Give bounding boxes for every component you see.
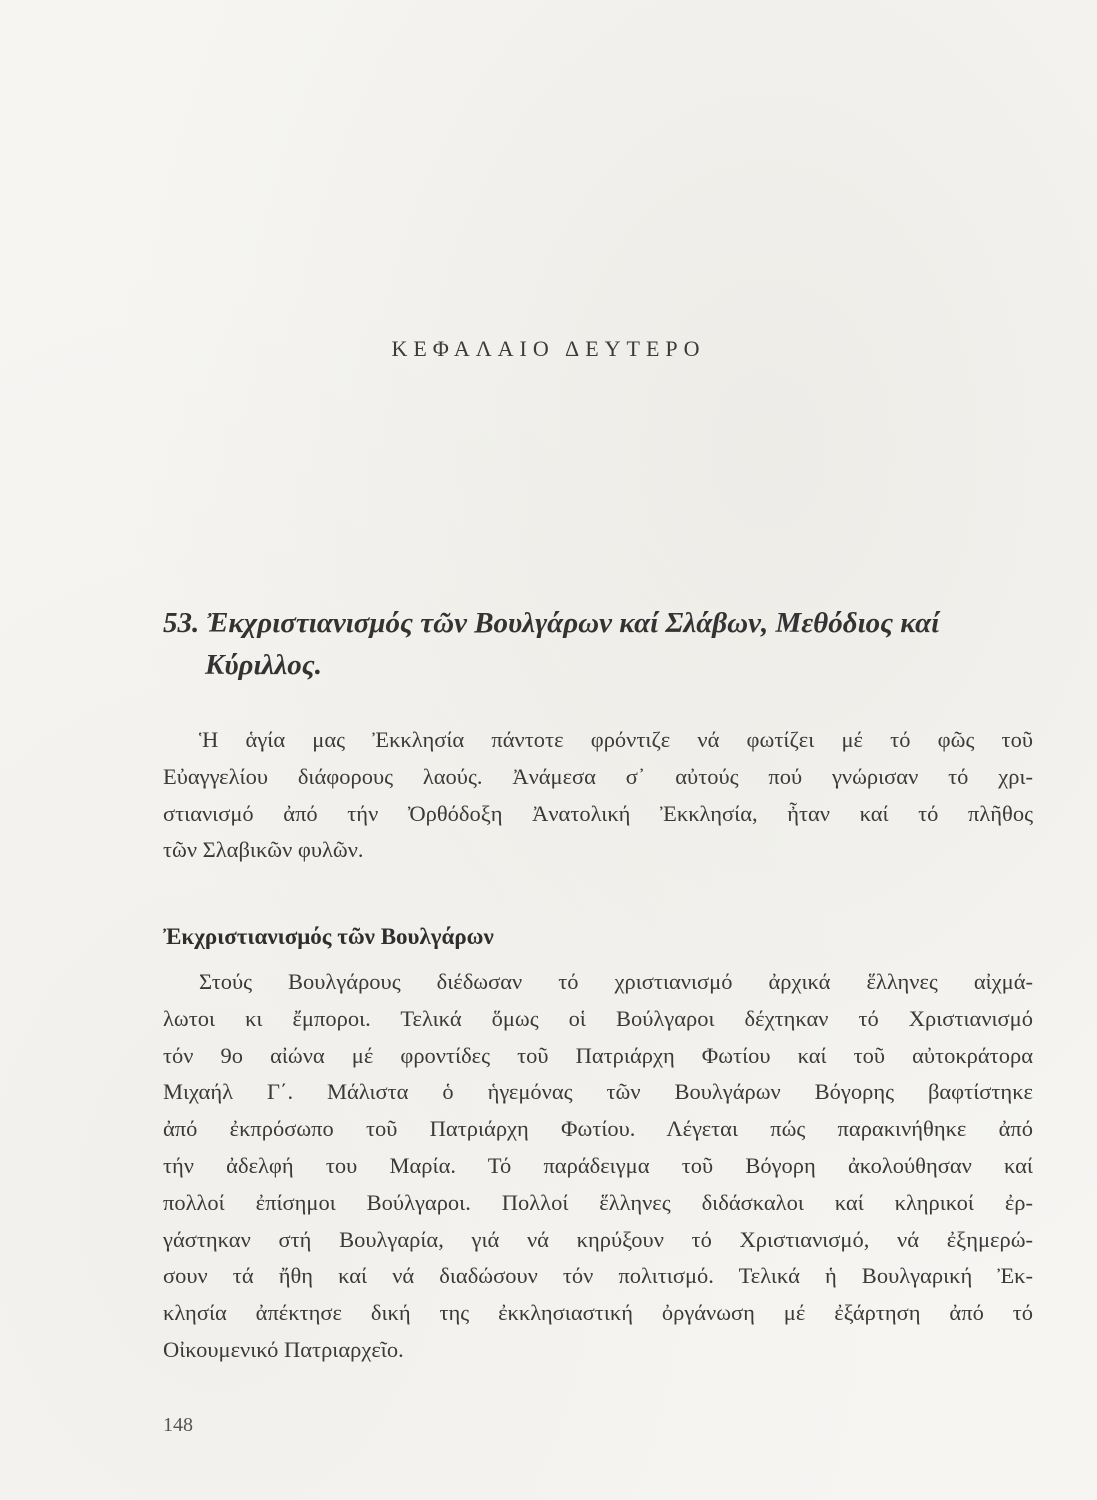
paragraph-line: κλησία ἀπέκτησε δική της ἐκκλησιαστική ὀργάνωση μέ ἐξάρτηση ἀπό τό xyxy=(163,1300,1033,1326)
section-number: 53. xyxy=(163,607,200,639)
paragraph-line: Εὐαγγελίου διάφορους λαούς. Ἀνάμεσα σ᾽ αὐτούς πού γνώρισαν τό χρι- xyxy=(163,763,1033,789)
paragraph-line: Στούς Βουλγάρους διέδωσαν τό χριστιανισμό ἀρχικά ἕλληνες αἰχμά- xyxy=(199,969,1033,994)
paragraph-line: ἀπό ἐκπρόσωπο τοῦ Πατριάρχη Φωτίου. Λέγεται πώς παρακινήθηκε ἀπό xyxy=(163,1116,1033,1142)
section-title-line-1: Ἐκχριστιανισμός τῶν Βουλγάρων καί Σλάβων, Μεθόδιος καί xyxy=(206,607,940,639)
section-title xyxy=(163,602,1043,686)
paragraph-line: τῶν Σλαβικῶν φυλῶν. xyxy=(163,837,364,863)
paragraph-line: λωτοι κι ἔμποροι. Τελικά ὅμως οἱ Βούλγαροι δέχτηκαν τό Χριστιανισμό xyxy=(163,1005,1033,1031)
intro-paragraph xyxy=(163,722,1033,869)
paragraph-line: Μιχαήλ Γ΄. Μάλιστα ὁ ἡγεμόνας τῶν Βουλγάρων Βόγορης βαφτίστηκε xyxy=(163,1079,1033,1105)
paragraph-line: τήν ἀδελφή του Μαρία. Τό παράδειγμα τοῦ Βόγορη ἀκολούθησαν καί xyxy=(163,1152,1033,1178)
paragraph-line: πολλοί ἐπίσημοι Βούλγαροι. Πολλοί ἕλληνες διδάσκαλοι καί κληρικοί ἐρ- xyxy=(163,1189,1033,1215)
paragraph-line: γάστηκαν στή Βουλγαρία, γιά νά κηρύξουν τό Χριστιανισμό, νά ἐξημερώ- xyxy=(163,1226,1033,1252)
subheading: Ἐκχριστιανισμός τῶν Βουλγάρων xyxy=(163,924,494,949)
section-title-line-2: Κύριλλος. xyxy=(205,649,322,681)
paragraph-line: τόν 9ο αἰώνα μέ φροντίδες τοῦ Πατριάρχη Φωτίου καί τοῦ αὐτοκράτορα xyxy=(163,1042,1033,1068)
paragraph-line: Ἡ ἁγία μας Ἐκκλησία πάντοτε φρόντιζε νά φωτίζει μέ τό φῶς τοῦ xyxy=(199,727,1033,752)
paragraph-line: Οἰκουμενικό Πατριαρχεῖο. xyxy=(163,1336,404,1362)
chapter-heading: ΚΕΦΑΛΑΙΟ ΔΕΥΤΕΡΟ xyxy=(391,336,706,361)
paragraph-line: στιανισμό ἀπό τήν Ὀρθόδοξη Ἀνατολική Ἐκκλησία, ἦταν καί τό πλῆθος xyxy=(163,800,1033,826)
paragraph-line: σουν τά ἤθη καί νά διαδώσουν τόν πολιτισμό. Τελικά ἡ Βουλγαρική Ἐκ- xyxy=(163,1263,1033,1289)
page-number: 148 xyxy=(163,1414,193,1436)
body-paragraph xyxy=(163,964,1033,1369)
